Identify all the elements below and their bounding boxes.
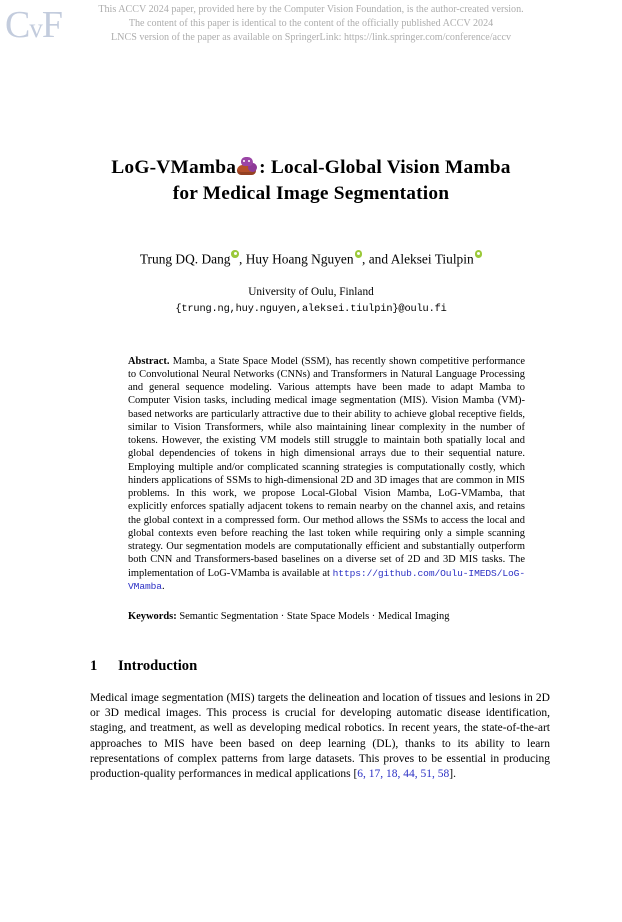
github-url-link[interactable]: https://github.com/Oulu-IMEDS/LoG-VMamba [128, 567, 525, 592]
banner-line-1: This ACCV 2024 paper, provided here by the Computer Vision Foundation, is the author-created version. [98, 4, 524, 15]
section-title: Introduction [118, 658, 198, 675]
introduction-paragraph [90, 691, 550, 782]
section-heading-introduction [90, 656, 622, 676]
orcid-icon[interactable] [475, 250, 483, 258]
cvf-logo [5, 2, 71, 48]
author-name-3: Aleksei Tiulpin [390, 251, 474, 267]
banner-line-3: LNCS version of the paper as available on SpringerLink: https://link.springer.com/conference/accv [111, 32, 511, 44]
page-title [0, 155, 622, 207]
author-list [0, 250, 622, 269]
banner-text [0, 0, 622, 45]
snake-icon [237, 157, 258, 176]
abstract-body-end: . [161, 580, 165, 592]
cvf-logo-f: F [41, 4, 62, 46]
author-name-2: Huy Hoang Nguyen [245, 251, 354, 267]
author-separator-1: , [238, 251, 246, 267]
keywords [128, 610, 525, 623]
orcid-icon[interactable] [231, 250, 239, 258]
citation-reference[interactable]: 6, 17, 18, 44, 51, 58 [357, 767, 450, 780]
cvf-logo-v: v [29, 13, 42, 43]
orcid-icon[interactable] [355, 250, 363, 258]
abstract-label: Abstract. [128, 355, 170, 367]
abstract-body: Mamba, a State Space Model (SSM), has recently shown competitive performance to Convolutional Neural Networks (CNNs) and Transformers in Natural Language Processing and general sequence modeling. Various attempts have been made to adapt Mamba to Computer Vision tasks, including medical image segmentation (MIS). Vision Mamba (VM)-based networks are particularly attractive due to their ability to achieve global receptive fields, similar to Vision Transformers, while also maintaining linear complexity in the number of tokens. However, the existing VM models still struggle to maintain both spatially local and global dependencies of tokens in high dimensional arrays due to their sequential nature. Employing multiple and/or complicated scanning strategies is computationally costly, which hinders applications of SSMs to high-dimensional 2D and 3D images that are common in MIS problems. In this work, we propose Local-Global Vision Mamba, LoG-VMamba, that explicitly enforces spatially adjacent tokens to remain nearby on the channel axis, and retains the global context in a compressed form. Our method allows the SSMs to access the local and global contexts even before reaching the last token while requiring only a simple scanning strategy. Our segmentation models are computationally efficient and substantially outperform both CNN and Transformers-based baselines on a diverse set of 2D and 3D MIS tasks. The implementation of LoG-VMamba is available at [128, 355, 525, 579]
introduction-text-end: ]. [449, 767, 457, 780]
title-text-before-emoji: LoG-VMamba [111, 157, 237, 178]
contact-email: {trung.ng,huy.nguyen,aleksei.tiulpin}@oulu.fi [175, 302, 447, 315]
cvf-logo-c: C [5, 4, 30, 46]
introduction-text: Medical image segmentation (MIS) targets the delineation and location of tissues and lesions in 2D or 3D medical images. This process is crucial for developing automatic disease identification, staging, and treatment, as well as developing medical robotics. In recent years, the state-of-the-art approaches to MIS have been based on deep learning (DL), thanks to its ability to learn representations of complex patterns from large datasets. This proves to be essential in producing production-quality performances in medical applications [ [90, 692, 550, 780]
author-name-1: Trung DQ. Dang [139, 251, 231, 267]
banner-line-2: The content of this paper is identical to the content of the officially published ACCV 2024 [128, 18, 494, 30]
author-separator-2: , and [362, 251, 391, 267]
section-number: 1 [90, 658, 98, 675]
title-line-2: for Medical Image Segmentation [172, 183, 450, 204]
keywords-label: Keywords: [128, 611, 177, 622]
title-line-1 [0, 155, 622, 181]
cvf-banner [0, 0, 622, 58]
title-text-after-emoji: : Local-Global Vision Mamba [259, 157, 511, 178]
affiliation: University of Oulu, Finland [248, 285, 374, 298]
keywords-values: Semantic Segmentation · State Space Models · Medical Imaging [176, 611, 450, 622]
abstract [128, 355, 525, 594]
